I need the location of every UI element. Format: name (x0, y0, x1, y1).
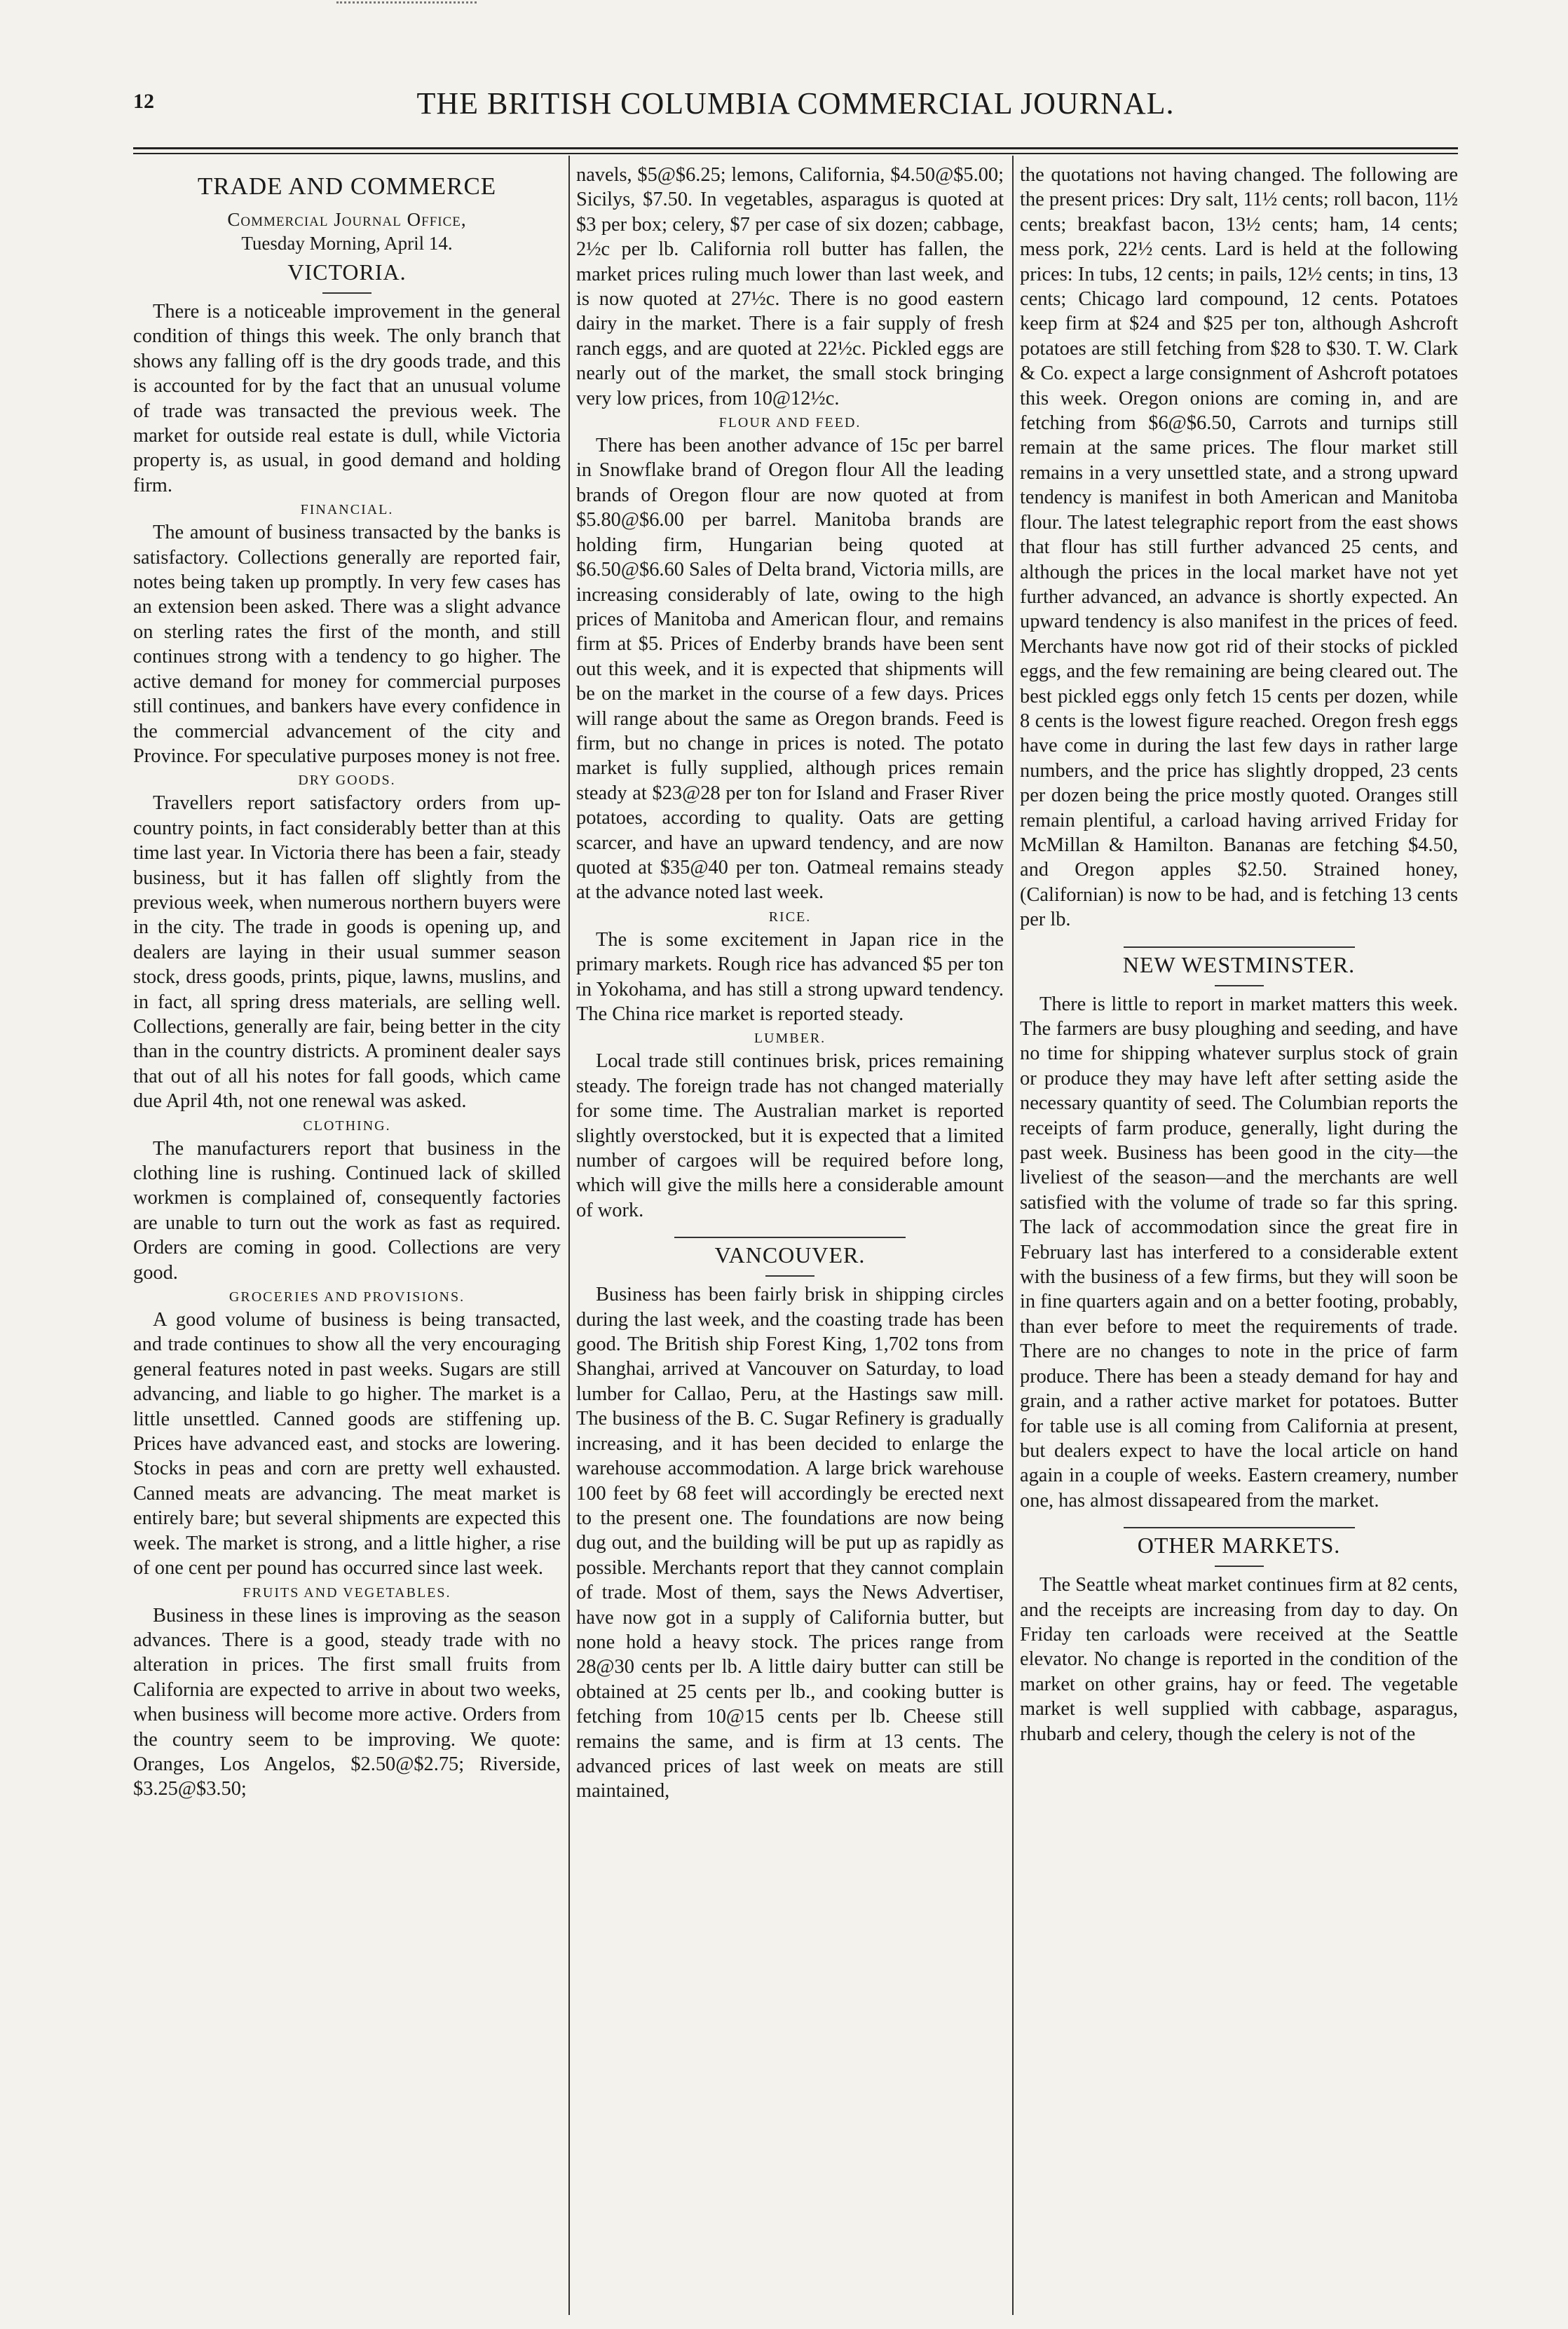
divider (765, 1275, 814, 1277)
column-1 (133, 163, 561, 2315)
page-header (133, 86, 1458, 132)
divider (674, 1237, 906, 1238)
paragraph: A good volume of business is being transacted, and trade continues to show all the very encouraging general features noted in past weeks. Sugars are still advancing, and liable to go higher. The market is a little unsettled. Canned goods are stiffening up. Prices have advanced east, and stocks are lowering. Stocks in peas and corn are pretty well exhausted. Canned meats are advancing. The meat market is entirely bare; but several shipments are expected this week. The market is strong, and a little higher, a rise of one cent per pound has occurred since last week. (133, 1309, 561, 1580)
paragraph: Business has been fairly brisk in shipping circles during the last week, and the coasting trade has been good. The British ship Forest King, 1,702 tons from Shanghai, arrived at Vancouver on Saturday, to load lumber for Callao, Peru, at the Hastings saw mill. The business of the B. C. Sugar Refinery is gradually increasing, and it has been decided to enlarge the warehouse accommodation. A large brick warehouse 100 feet by 68 feet will accordingly be erected next to the present one. The foundations are now being dug out, and the building will be put up as rapidly as possible. Merchants report that they cannot complain of trade. Most of them, says the News Advertiser, have now got in a supply of California butter, but none hold a heavy stock. The prices range from 28@30 cents per lb. A little dairy butter can still be obtained at 25 cents per lb., and cooking butter is fetching from 10@15 cents per lb. Cheese still remains the same, and is firm at 13 cents. The advanced prices of last week on meats are still maintained, (576, 1284, 1004, 1802)
paragraph: There is little to report in market matters this week. The farmers are busy ploughing and seeding, and have no time for shipping whatever surplus stock of grain or produce they may have left after setting aside the necessary quantity of seed. The Columbian reports the receipts of farm produce, generally, light during the past week. Business has been good in the city—the liveliest of the season—and the merchants are well satisfied with the volume of trade so far this spring. The lack of accommodation since the great fire in February last has interfered to a considerable extent with the business of a few firms, but they will soon be in fine quarters again and on a better footing, probably, than ever before to meet the requirements of trade. There are no changes to note in the price of farm produce. There has been a steady demand for hay and grain, and a rather active market for potatoes. Butter for table use is all coming from California at present, but dealers expect to have the local article on hand again in a couple of weeks. Eastern creamery, number one, has almost dissapeared from the market. (1020, 993, 1458, 1512)
paragraph: navels, $5@$6.25; lemons, California, $4.50@$5.00; Sicilys, $7.50. In vegetables, asparagus is quoted at $3 per box; celery, $7 per case of six dozen; cabbage, 2½c per lb. California roll butter has fallen, the market prices ruling much lower than last week, and is now quoted at 27½c. There is no good eastern dairy in the market. There is a fair supply of fresh ranch eggs, and are quoted at 22½c. Pickled eggs are nearly out of the market, the small stock bringing very low prices, from 10@12½c. (576, 164, 1004, 409)
column-2 (576, 163, 1004, 2315)
scan-marks (336, 1, 477, 8)
subheading: LUMBER. (754, 1031, 826, 1047)
subheading: GROCERIES AND PROVISIONS. (229, 1289, 465, 1305)
divider (1124, 946, 1355, 948)
column-divider (568, 156, 570, 2315)
paragraph: Business in these lines is improving as the season advances. There is a good, steady trade with no alteration in prices. The first small fruits from California are expected to arrive in about two weeks, when business will become more active. Orders from the country seem to be improving. We quote: Oranges, Los Angelos, $2.50@$2.75; Riverside, $3.25@$3.50; (133, 1604, 561, 1800)
divider (1215, 1566, 1264, 1567)
section-new-westminster: NEW WESTMINSTER. (1122, 951, 1356, 977)
divider (322, 292, 371, 294)
section-other-markets: OTHER MARKETS. (1137, 1533, 1341, 1559)
office-line: Commercial Journal Office, (227, 209, 467, 230)
paragraph: The is some excitement in Japan rice in the primary markets. Rough rice has advanced $5 per ton in Yokohama, and has still a strong upward tendency. The China rice market is reported steady. (576, 928, 1004, 1025)
subheading: FLOUR AND FEED. (718, 415, 861, 431)
subheading: FRUITS AND VEGETABLES. (243, 1584, 451, 1601)
page-number: 12 (133, 90, 154, 113)
divider (1124, 1527, 1355, 1528)
paragraph: The amount of business transacted by the banks is satisfactory. Collections generally are reported fair, notes being taken up promptly. In very few cases has an extension been asked. There was a slight advance on sterling rates the first of the month, and still continues strong with a tendency to go higher. The active demand for money for commercial purposes still continues, and bankers have every confidence in the commercial advancement of the city and Province. For speculative purposes money is not free. (133, 522, 561, 767)
section-vancouver: VANCOUVER. (714, 1242, 866, 1268)
article-title: TRADE AND COMMERCE (197, 172, 497, 200)
paragraph: There has been another advance of 15c per barrel in Snowflake brand of Oregon flour All the leading brands of Oregon flour are now quoted at from $5.80@$6.00 per barrel. Manitoba brands are holding firm, Hungarian being quoted at $6.50@$6.60 Sales of Delta brand, Victoria mills, are increasing considerably of late, owing to the high prices of Manitoba and American flour, and remains firm at $5. Prices of Enderby brands have been sent out this week, and it is expected that shipments will be on the market in the course of a few days. Prices will range about the same as Oregon brands. Feed is firm, but no change in prices is noted. The potato market is fully supplied, although prices remain steady at $23@28 per ton for Island and Fraser River potatoes, according to quality. Oats are getting scarcer, and have an upward tendency, and are now quoted at $35@40 per ton. Oatmeal remains steady at the advance noted last week. (576, 435, 1004, 904)
subheading: DRY GOODS. (298, 773, 396, 789)
paragraph: the quotations not having changed. The following are the present prices: Dry salt, 11½ cents; roll bacon, 11½ cents; breakfast bacon, 13½ cents; ham, 14 cents; mess pork, 22½ cents. Lard is held at the following prices: In tubs, 12 cents; in pails, 12½ cents; in tins, 13 cents; Chicago lard compound, 12 cents. Potatoes keep firm at $24 and $25 per ton, although Ashcroft potatoes are still fetching from $28 to $30. T. W. Clark & Co. expect a large consignment of Ashcroft potatoes this week. Oregon onions are coming in, and are fetching from $6@$6.50, Carrots and turnips still remain at the same prices. The flour market still remains in a very unsettled state, and a strong upward tendency is manifest in both American and Manitoba flour. The latest telegraphic report from the east shows that flour has still further advanced 25 cents, and although the prices in the local market have not yet further advanced, an advance is shortly expected. An upward tendency is also manifest in the prices of feed. Merchants have now got rid of their stocks of pickled eggs, and the few remaining are being cleared out. The best pickled eggs only fetch 15 cents per dozen, while 8 cents is the lowest figure reached. Oregon fresh eggs have come in during the last few days in rather large numbers, and the price has slightly dropped, 23 cents per dozen being the price mostly quoted. Oranges still remain plentiful, a carload having arrived Friday for McMillan & Hamilton. Bananas are fetching $4.50, and Oregon apples $2.50. Strained honey, (Californian) is now to be had, and is fetching 13 cents per lb. (1020, 164, 1458, 931)
subheading: CLOTHING. (303, 1118, 391, 1134)
section-victoria: VICTORIA. (287, 259, 407, 285)
subheading: RICE. (768, 909, 812, 925)
column-3 (1020, 163, 1458, 2315)
header-rule-thin (133, 153, 1458, 154)
date-line: Tuesday Morning, April 14. (241, 233, 453, 254)
paragraph: The Seattle wheat market continues firm at 82 cents, and the receipts are increasing from day to day. On Friday ten carloads were received at the Seattle elevator. No change is reported in the condition of the market on other grains, hay or feed. The vegetable market is well supplied with cabbage, asparagus, rhubarb and celery, though the celery is not of the (1020, 1574, 1458, 1745)
paragraph: Travellers report satisfactory orders from up-country points, in fact considerably better than at this time last year. In Victoria there has been a fair, steady business, but it has fallen off slightly from the previous week, when numerous northern buyers were in the city. The trade in goods is opening up, and dealers are laying in their usual summer season stock, dress goods, prints, pique, lawns, muslins, and in fact, all spring dress materials, are selling well. Collections, generally are fair, being better in the city than in the country districts. A prominent dealer says that out of all his notes for fall goods, which came due April 4th, not one renewal was asked. (133, 792, 561, 1113)
header-rule (133, 147, 1458, 149)
journal-title: THE BRITISH COLUMBIA COMMERCIAL JOURNAL. (416, 86, 1175, 121)
divider (1215, 985, 1264, 986)
dateline (133, 208, 561, 255)
paragraph: Local trade still continues brisk, prices remaining steady. The foreign trade has not changed materially for some time. The Australian market is reported slightly overstocked, but it is expected that a limited number of cargoes will be required before long, which will give the mills here a considerable amount of work. (576, 1050, 1004, 1221)
paragraph: There is a noticeable improvement in the general condition of things this week. The only branch that shows any falling off is the dry goods trade, and this is accounted for by the fact that an unusual volume of trade was transacted the previous week. The market for outside real estate is dull, while Victoria property is, as usual, in good demand and holding firm. (133, 301, 561, 496)
subheading: FINANCIAL. (300, 502, 394, 518)
column-divider (1012, 156, 1014, 2315)
paragraph: The manufacturers report that business in the clothing line is rushing. Continued lack of skilled workmen is complained of, consequently factories are unable to turn out the work as fast as required. Orders are coming in good. Collections are very good. (133, 1137, 561, 1284)
